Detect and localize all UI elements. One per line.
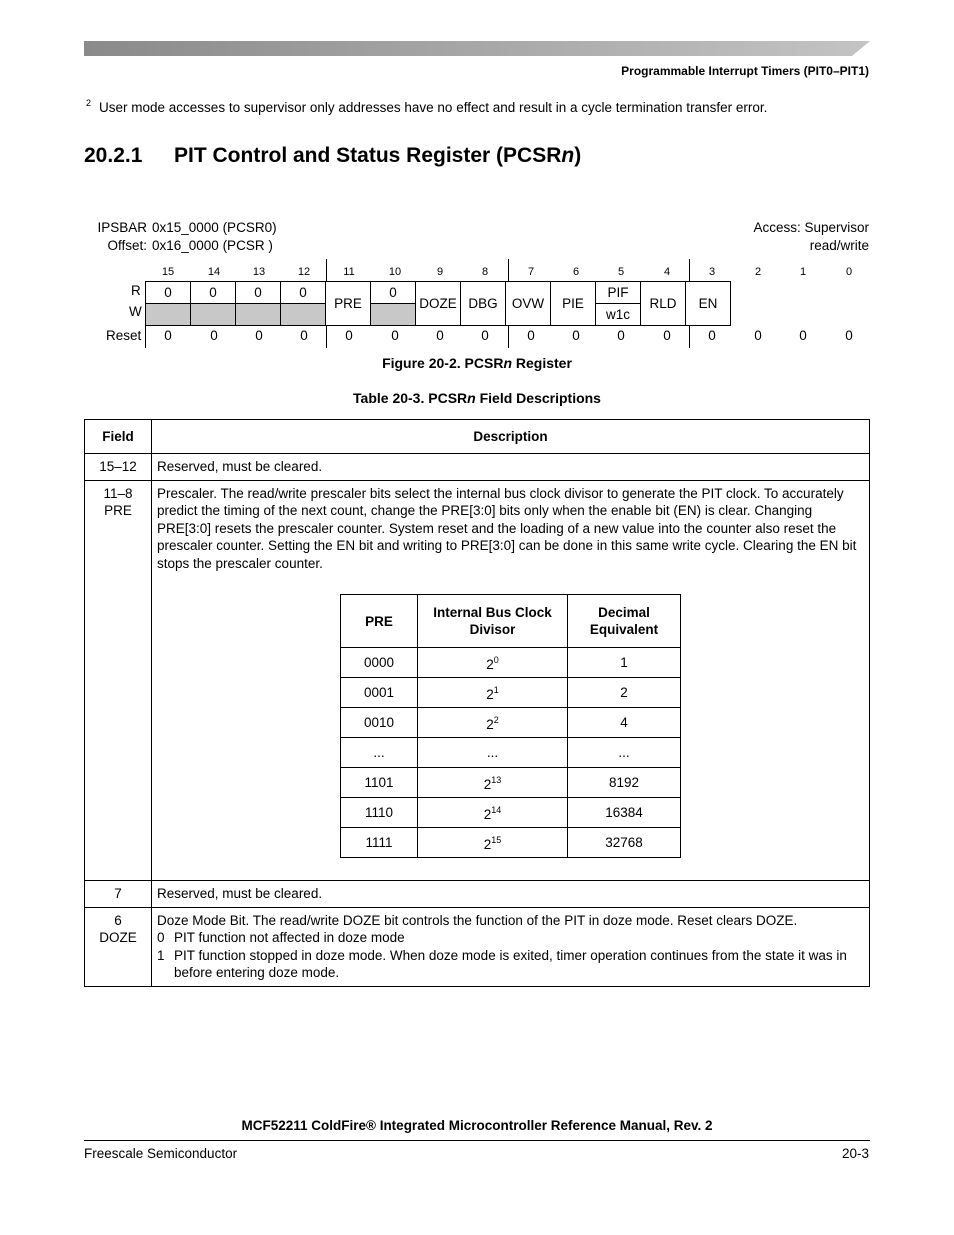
- divisor-value: [418, 828, 568, 858]
- list-item-number: 0: [157, 930, 165, 945]
- divisor-header-line2: Divisor: [469, 622, 516, 637]
- decimal-value: 8192: [568, 768, 681, 798]
- divisor-header-line1: Internal Bus Clock: [433, 605, 552, 620]
- bit-number: 0: [845, 266, 853, 278]
- reset-value: 0: [527, 328, 535, 343]
- reset-value: 0: [391, 328, 399, 343]
- divisor-value: [418, 798, 568, 828]
- list-item-text: PIT function not affected in doze mode: [174, 930, 405, 945]
- bit-15-r: 0: [146, 282, 191, 304]
- offset-value: 0x16_0000 (PCSR ): [152, 238, 273, 253]
- reset-value: 0: [617, 328, 625, 343]
- pre-field: PRE: [326, 282, 371, 326]
- ipsbar-label: IPSBAR: [97, 220, 147, 235]
- field-cell: [85, 907, 152, 986]
- reset-value: 0: [210, 328, 218, 343]
- divisor-base: 2: [483, 836, 492, 852]
- doze-description: Doze Mode Bit. The read/write DOZE bit controls the function of the PIT in doze mode. Reset clears DOZE.: [157, 912, 798, 928]
- divisor-value: ...: [418, 738, 568, 768]
- figure-caption-italic: n: [503, 355, 512, 371]
- bit-12-w-reserved: [281, 304, 326, 326]
- field-cell: [85, 480, 152, 881]
- table-row: [85, 881, 870, 908]
- divisor-exponent: 1: [493, 684, 499, 695]
- bit-number: 6: [572, 266, 580, 278]
- description-cell: Reserved, must be cleared.: [152, 881, 870, 908]
- section-title-text: PIT Control and Status Register (PCSR: [174, 144, 562, 167]
- pre-header: PRE: [341, 595, 418, 648]
- bit-number: 9: [436, 266, 444, 278]
- bit-number: 3: [708, 266, 716, 278]
- pre-value: ...: [341, 738, 418, 768]
- bit-number: 10: [388, 266, 402, 278]
- decimal-header-line2: Equivalent: [589, 622, 659, 637]
- reset-value: 0: [708, 328, 716, 343]
- pre-value: 0000: [341, 648, 418, 678]
- field-cell: 7: [85, 881, 152, 908]
- table-row: [341, 648, 681, 678]
- decimal-value: 16384: [568, 798, 681, 828]
- ipsbar-value: 0x15_0000 (PCSR0): [152, 220, 277, 235]
- field-divider: [326, 259, 327, 281]
- bit-number: 5: [617, 266, 625, 278]
- reset-value: 0: [481, 328, 489, 343]
- table-row: [341, 738, 681, 768]
- field-divider: [689, 259, 690, 281]
- list-item: [157, 947, 864, 982]
- bit-13-w-reserved: [236, 304, 281, 326]
- table-row: [341, 798, 681, 828]
- decimal-header: [568, 595, 681, 648]
- bit-13-r: 0: [236, 282, 281, 304]
- bit-number: 4: [663, 266, 671, 278]
- table-row: [341, 768, 681, 798]
- doze-field: DOZE: [416, 282, 461, 326]
- reset-value: 0: [164, 328, 172, 343]
- bit-number: 7: [527, 266, 535, 278]
- bit-number: 11: [343, 266, 355, 278]
- decimal-value: 2: [568, 678, 681, 708]
- register-access: [753, 219, 869, 255]
- offset-label: Offset:: [107, 238, 147, 253]
- pre-value: 1111: [341, 828, 418, 858]
- divisor-base: 2: [486, 686, 494, 702]
- description-cell: [152, 907, 870, 986]
- field-divider: [508, 259, 509, 281]
- decimal-value: ...: [568, 738, 681, 768]
- register-address: [92, 219, 277, 255]
- divisor-base: 2: [483, 806, 492, 822]
- description-cell: Reserved, must be cleared.: [152, 454, 870, 481]
- divisor-base: 2: [486, 716, 494, 732]
- table-caption-prefix: Table 20-3. PCSR: [353, 390, 468, 406]
- bit-14-r: 0: [191, 282, 236, 304]
- pre-description: Prescaler. The read/write prescaler bits select the internal bus clock divisor to generate the PIT clock. To accurately predict the timing of the next count, change the PRE[3:0] bits only when the enable bit (EN) is clear. Changing PRE[3:0] resets the prescaler counter. System reset and the loading of a new value into the counter also reset the prescaler counter. Setting the EN bit and writing to PRE[3:0] can be done in this same write cycle. Clearing the EN bit stops the prescaler counter.: [157, 485, 857, 571]
- decimal-value: 32768: [568, 828, 681, 858]
- ovw-field: OVW: [506, 282, 551, 326]
- field-cell: 15–12: [85, 454, 152, 481]
- divisor-exponent: 2: [493, 714, 499, 725]
- footer-title: MCF52211 ColdFire® Integrated Microcontroller Reference Manual, Rev. 2: [241, 1118, 713, 1133]
- section-title-italic: n: [561, 144, 575, 167]
- table-caption-italic: n: [467, 390, 476, 406]
- bit-14-w-reserved: [191, 304, 236, 326]
- reset-value: 0: [572, 328, 580, 343]
- pif-field: PIF: [596, 282, 641, 304]
- bit-number: 15: [161, 266, 175, 278]
- divisor-exponent: 14: [491, 804, 502, 815]
- footer-divider: [84, 1140, 870, 1141]
- divisor-header: [418, 595, 568, 648]
- reset-value: 0: [300, 328, 308, 343]
- section-number: 20.2.1: [84, 144, 143, 167]
- header-field: Field: [85, 420, 152, 454]
- divisor-value: [418, 768, 568, 798]
- divisor-exponent: 13: [491, 774, 502, 785]
- pif-write: w1c: [596, 304, 641, 326]
- figure-caption-prefix: Figure 20-2. PCSR: [382, 355, 504, 371]
- table-row: [341, 828, 681, 858]
- divisor-value: [418, 678, 568, 708]
- pre-value: 0001: [341, 678, 418, 708]
- read-label: R: [131, 283, 141, 298]
- bit-number: 1: [799, 266, 807, 278]
- bit-number: 14: [207, 266, 221, 278]
- list-item: [157, 929, 864, 947]
- table-row: [341, 708, 681, 738]
- figure-caption-suffix: Register: [512, 355, 572, 371]
- en-field: EN: [686, 282, 731, 326]
- pre-value: 1101: [341, 768, 418, 798]
- reset-label: Reset: [106, 328, 142, 343]
- header-description: Description: [152, 420, 870, 454]
- decimal-value: 1: [568, 648, 681, 678]
- header-bar: [84, 41, 870, 56]
- divisor-exponent: 0: [493, 654, 499, 665]
- section-title-end: ): [574, 144, 582, 167]
- field-description-table: [84, 419, 870, 987]
- section-title: [84, 144, 581, 168]
- access-line1: Access: Supervisor: [753, 220, 869, 235]
- decimal-header-line1: Decimal: [598, 605, 650, 620]
- list-item-text: PIT function stopped in doze mode. When doze mode is exited, timer operation continues from the state it was in before entering doze mode.: [174, 947, 847, 980]
- bit-number: 13: [252, 266, 266, 278]
- table-row: [85, 907, 870, 986]
- bit-15-w-reserved: [146, 304, 191, 326]
- divisor-value: [418, 648, 568, 678]
- bit-number: 12: [297, 266, 311, 278]
- field-bits: 11–8: [103, 485, 133, 501]
- field-name: DOZE: [99, 930, 137, 945]
- field-bits: 6: [114, 912, 122, 928]
- divisor-exponent: 15: [491, 834, 502, 845]
- footer-company: Freescale Semiconductor: [84, 1146, 238, 1161]
- write-label: W: [129, 304, 142, 319]
- bit-12-r: 0: [281, 282, 326, 304]
- divisor-base: 2: [486, 656, 494, 672]
- bit-7-r: 0: [371, 282, 416, 304]
- reset-value: 0: [663, 328, 671, 343]
- footnote: [86, 98, 767, 115]
- reset-value: 0: [799, 328, 807, 343]
- description-cell: [152, 480, 870, 881]
- field-name: PRE: [104, 503, 132, 518]
- reset-value: 0: [845, 328, 853, 343]
- reset-value: 0: [436, 328, 444, 343]
- table-row: [85, 480, 870, 881]
- bit-number: 8: [481, 266, 489, 278]
- pre-value: 0010: [341, 708, 418, 738]
- table-row: [85, 454, 870, 481]
- footnote-marker: 2: [86, 98, 92, 108]
- page-number: 20-3: [841, 1146, 869, 1161]
- divisor-base: 2: [483, 776, 492, 792]
- reset-value: 0: [255, 328, 263, 343]
- decimal-value: 4: [568, 708, 681, 738]
- reset-value: 0: [754, 328, 762, 343]
- bit-7-w-reserved: [371, 304, 416, 326]
- dbg-field: DBG: [461, 282, 506, 326]
- table-row: [341, 678, 681, 708]
- list-item-number: 1: [157, 947, 165, 963]
- bit-number: 2: [754, 266, 762, 278]
- access-line2: read/write: [809, 238, 869, 253]
- footnote-text: User mode accesses to supervisor only addresses have no effect and result in a cycle termination transfer error.: [99, 100, 768, 115]
- pie-field: PIE: [551, 282, 596, 326]
- table-caption: [0, 390, 954, 406]
- figure-caption: [0, 355, 954, 371]
- table-caption-suffix: Field Descriptions: [475, 390, 601, 406]
- divisor-value: [418, 708, 568, 738]
- prescaler-table: [340, 594, 681, 858]
- rld-field: RLD: [641, 282, 686, 326]
- running-title: Programmable Interrupt Timers (PIT0–PIT1): [621, 64, 869, 78]
- register-diagram: [145, 281, 731, 326]
- reset-value: 0: [345, 328, 353, 343]
- pre-value: 1110: [341, 798, 418, 828]
